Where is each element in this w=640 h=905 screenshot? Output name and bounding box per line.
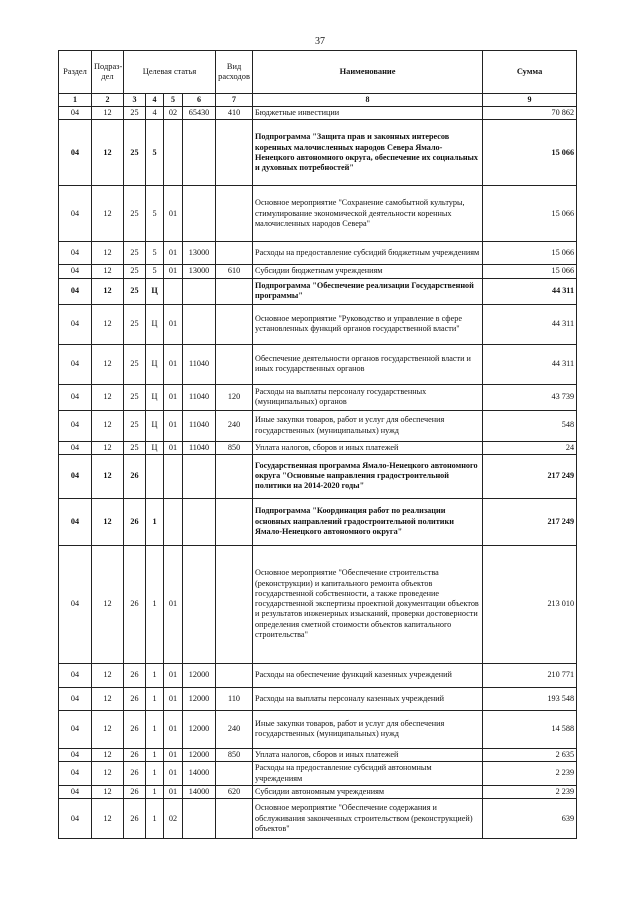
sum-cell: 217 249 <box>483 498 577 545</box>
target-d-cell: 12000 <box>183 748 216 761</box>
target-a-cell: 25 <box>124 278 146 304</box>
razdel-cell: 04 <box>59 384 92 410</box>
podrazdel-cell: 12 <box>92 242 124 265</box>
target-c-cell: 02 <box>164 799 183 839</box>
target-a-cell: 26 <box>124 748 146 761</box>
target-b-cell <box>146 454 164 498</box>
vid-cell <box>216 454 253 498</box>
sum-cell: 15 066 <box>483 186 577 242</box>
target-c-cell: 01 <box>164 265 183 278</box>
vid-cell <box>216 344 253 384</box>
table-row <box>59 498 577 545</box>
target-b-cell: 1 <box>146 687 164 710</box>
target-a-cell: 26 <box>124 687 146 710</box>
name-cell: Уплата налогов, сборов и иных платежей <box>253 748 483 761</box>
razdel-cell: 04 <box>59 107 92 120</box>
podrazdel-cell: 12 <box>92 799 124 839</box>
column-index-row <box>59 94 577 107</box>
name-cell: Расходы на выплаты персоналу государственных (муниципальных) органов <box>253 384 483 410</box>
sum-cell: 213 010 <box>483 545 577 663</box>
razdel-cell: 04 <box>59 545 92 663</box>
target-b-cell: Ц <box>146 441 164 454</box>
table-row <box>59 384 577 410</box>
column-index-cell: 4 <box>146 94 164 107</box>
podrazdel-cell: 12 <box>92 454 124 498</box>
podrazdel-cell: 12 <box>92 107 124 120</box>
target-d-cell: 11040 <box>183 441 216 454</box>
header-name: Наименование <box>253 51 483 94</box>
header-target: Целевая статья <box>124 51 216 94</box>
target-d-cell: 14000 <box>183 786 216 799</box>
vid-cell <box>216 304 253 344</box>
sum-cell: 193 548 <box>483 687 577 710</box>
target-b-cell: Ц <box>146 384 164 410</box>
vid-cell: 850 <box>216 748 253 761</box>
target-a-cell: 25 <box>124 441 146 454</box>
sum-cell: 15 066 <box>483 120 577 186</box>
target-a-cell: 25 <box>124 265 146 278</box>
sum-cell: 639 <box>483 799 577 839</box>
target-a-cell: 26 <box>124 786 146 799</box>
table-row <box>59 242 577 265</box>
target-d-cell <box>183 454 216 498</box>
table-row <box>59 186 577 242</box>
name-cell: Государственная программа Ямало-Ненецкого автономного округа "Основные направления градостроительной политики на 2014-2020 годы" <box>253 454 483 498</box>
target-b-cell: 5 <box>146 242 164 265</box>
table-row <box>59 304 577 344</box>
target-a-cell: 26 <box>124 454 146 498</box>
target-c-cell <box>164 120 183 186</box>
table-row <box>59 786 577 799</box>
podrazdel-cell: 12 <box>92 710 124 748</box>
target-a-cell: 26 <box>124 663 146 687</box>
razdel-cell: 04 <box>59 710 92 748</box>
target-b-cell: Ц <box>146 344 164 384</box>
target-b-cell: 5 <box>146 265 164 278</box>
header-sum: Сумма <box>483 51 577 94</box>
vid-cell <box>216 799 253 839</box>
target-c-cell: 01 <box>164 663 183 687</box>
target-b-cell: 1 <box>146 710 164 748</box>
sum-cell: 44 311 <box>483 304 577 344</box>
target-a-cell: 25 <box>124 410 146 441</box>
sum-cell: 24 <box>483 441 577 454</box>
header-vid: Вид расходов <box>216 51 253 94</box>
target-b-cell: 1 <box>146 748 164 761</box>
razdel-cell: 04 <box>59 687 92 710</box>
target-c-cell: 01 <box>164 710 183 748</box>
table-row <box>59 454 577 498</box>
target-a-cell: 25 <box>124 107 146 120</box>
target-d-cell <box>183 186 216 242</box>
razdel-cell: 04 <box>59 454 92 498</box>
table-row <box>59 410 577 441</box>
vid-cell: 240 <box>216 710 253 748</box>
razdel-cell: 04 <box>59 441 92 454</box>
target-d-cell <box>183 498 216 545</box>
sum-cell: 2 635 <box>483 748 577 761</box>
sum-cell: 548 <box>483 410 577 441</box>
target-c-cell: 01 <box>164 762 183 786</box>
razdel-cell: 04 <box>59 799 92 839</box>
target-a-cell: 26 <box>124 799 146 839</box>
sum-cell: 217 249 <box>483 454 577 498</box>
podrazdel-cell: 12 <box>92 545 124 663</box>
target-d-cell: 11040 <box>183 384 216 410</box>
razdel-cell: 04 <box>59 120 92 186</box>
sum-cell: 70 862 <box>483 107 577 120</box>
column-index-cell: 1 <box>59 94 92 107</box>
vid-cell: 410 <box>216 107 253 120</box>
target-d-cell <box>183 304 216 344</box>
table-row <box>59 748 577 761</box>
target-b-cell: Ц <box>146 278 164 304</box>
target-d-cell: 13000 <box>183 265 216 278</box>
target-c-cell: 01 <box>164 441 183 454</box>
target-d-cell <box>183 799 216 839</box>
podrazdel-cell: 12 <box>92 498 124 545</box>
budget-table <box>58 50 577 839</box>
podrazdel-cell: 12 <box>92 748 124 761</box>
name-cell: Расходы на выплаты персоналу казенных учреждений <box>253 687 483 710</box>
name-cell: Подпрограмма "Защита прав и законных интересов коренных малочисленных народов Севера Ямало-Ненецкого автономного округа, обеспечение их социальных и духовных потребностей" <box>253 120 483 186</box>
target-c-cell: 01 <box>164 748 183 761</box>
sum-cell: 44 311 <box>483 344 577 384</box>
razdel-cell: 04 <box>59 663 92 687</box>
vid-cell: 850 <box>216 441 253 454</box>
column-index-cell: 9 <box>483 94 577 107</box>
target-c-cell: 01 <box>164 545 183 663</box>
target-b-cell: 1 <box>146 545 164 663</box>
table-row <box>59 265 577 278</box>
name-cell: Бюджетные инвестиции <box>253 107 483 120</box>
header-row <box>59 51 577 94</box>
target-a-cell: 25 <box>124 384 146 410</box>
name-cell: Основное мероприятие "Сохранение самобытной культуры, стимулирование экономической деятельности коренных малочисленных народов Севера" <box>253 186 483 242</box>
target-b-cell: 4 <box>146 107 164 120</box>
column-index-cell: 2 <box>92 94 124 107</box>
target-a-cell: 25 <box>124 304 146 344</box>
vid-cell <box>216 120 253 186</box>
target-b-cell: Ц <box>146 410 164 441</box>
sum-cell: 14 588 <box>483 710 577 748</box>
razdel-cell: 04 <box>59 748 92 761</box>
table-row <box>59 545 577 663</box>
razdel-cell: 04 <box>59 304 92 344</box>
sum-cell: 43 739 <box>483 384 577 410</box>
target-b-cell: 5 <box>146 186 164 242</box>
vid-cell <box>216 762 253 786</box>
target-b-cell: 5 <box>146 120 164 186</box>
razdel-cell: 04 <box>59 344 92 384</box>
target-b-cell: 1 <box>146 498 164 545</box>
sum-cell: 44 311 <box>483 278 577 304</box>
target-b-cell: 1 <box>146 786 164 799</box>
vid-cell: 120 <box>216 384 253 410</box>
podrazdel-cell: 12 <box>92 344 124 384</box>
razdel-cell: 04 <box>59 265 92 278</box>
name-cell: Расходы на предоставление субсидий автономным учреждениям <box>253 762 483 786</box>
target-d-cell: 11040 <box>183 410 216 441</box>
razdel-cell: 04 <box>59 242 92 265</box>
target-d-cell: 65430 <box>183 107 216 120</box>
table-body <box>59 107 577 839</box>
sum-cell: 2 239 <box>483 786 577 799</box>
razdel-cell: 04 <box>59 186 92 242</box>
target-d-cell <box>183 278 216 304</box>
podrazdel-cell: 12 <box>92 441 124 454</box>
target-a-cell: 25 <box>124 120 146 186</box>
table-row <box>59 799 577 839</box>
podrazdel-cell: 12 <box>92 384 124 410</box>
target-c-cell <box>164 498 183 545</box>
podrazdel-cell: 12 <box>92 304 124 344</box>
target-d-cell: 12000 <box>183 710 216 748</box>
target-b-cell: Ц <box>146 304 164 344</box>
podrazdel-cell: 12 <box>92 120 124 186</box>
target-a-cell: 26 <box>124 762 146 786</box>
target-d-cell: 14000 <box>183 762 216 786</box>
name-cell: Иные закупки товаров, работ и услуг для обеспечения государственных (муниципальных) нужд <box>253 710 483 748</box>
target-a-cell: 26 <box>124 545 146 663</box>
name-cell: Расходы на обеспечение функций казенных учреждений <box>253 663 483 687</box>
target-c-cell: 01 <box>164 344 183 384</box>
table-row <box>59 663 577 687</box>
vid-cell: 620 <box>216 786 253 799</box>
podrazdel-cell: 12 <box>92 687 124 710</box>
target-a-cell: 26 <box>124 710 146 748</box>
name-cell: Иные закупки товаров, работ и услуг для обеспечения государственных (муниципальных) нужд <box>253 410 483 441</box>
target-c-cell <box>164 278 183 304</box>
name-cell: Основное мероприятие "Обеспечение строительства (реконструкции) и капитального ремонта объектов государственной собственности, а также проведение государственной экспертизы проектной документации объектов и результатов инженерных изысканий, проверки достоверности определения сметной стоимости объектов капитального строительства" <box>253 545 483 663</box>
name-cell: Подпрограмма "Координация работ по реализации основных направлений градостроительной политики Ямало-Ненецкого автономного округа" <box>253 498 483 545</box>
target-a-cell: 25 <box>124 344 146 384</box>
column-index-cell: 6 <box>183 94 216 107</box>
razdel-cell: 04 <box>59 410 92 441</box>
target-b-cell: 1 <box>146 663 164 687</box>
target-b-cell: 1 <box>146 762 164 786</box>
table-row <box>59 278 577 304</box>
name-cell: Субсидии автономным учреждениям <box>253 786 483 799</box>
name-cell: Основное мероприятие "Обеспечение содержания и обслуживания законченных строительством (реконструкцией) объектов" <box>253 799 483 839</box>
name-cell: Расходы на предоставление субсидий бюджетным учреждениям <box>253 242 483 265</box>
column-index-cell: 3 <box>124 94 146 107</box>
column-index-cell: 7 <box>216 94 253 107</box>
razdel-cell: 04 <box>59 762 92 786</box>
table-row <box>59 710 577 748</box>
table-row <box>59 120 577 186</box>
header-podrazdel: Подраз- дел <box>92 51 124 94</box>
target-b-cell: 1 <box>146 799 164 839</box>
target-a-cell: 26 <box>124 498 146 545</box>
podrazdel-cell: 12 <box>92 186 124 242</box>
sum-cell: 15 066 <box>483 242 577 265</box>
podrazdel-cell: 12 <box>92 663 124 687</box>
vid-cell <box>216 545 253 663</box>
name-cell: Основное мероприятие "Руководство и управление в сфере установленных функций органов государственной власти" <box>253 304 483 344</box>
vid-cell <box>216 186 253 242</box>
podrazdel-cell: 12 <box>92 278 124 304</box>
target-d-cell: 12000 <box>183 663 216 687</box>
name-cell: Подпрограмма "Обеспечение реализации Государственной программы" <box>253 278 483 304</box>
name-cell: Обеспечение деятельности органов государственной власти и иных государственных органов <box>253 344 483 384</box>
podrazdel-cell: 12 <box>92 265 124 278</box>
sum-cell: 2 239 <box>483 762 577 786</box>
header-razdel: Раздел <box>59 51 92 94</box>
vid-cell <box>216 278 253 304</box>
target-d-cell: 13000 <box>183 242 216 265</box>
vid-cell <box>216 498 253 545</box>
table-row <box>59 762 577 786</box>
target-c-cell: 01 <box>164 687 183 710</box>
target-d-cell <box>183 545 216 663</box>
target-c-cell: 01 <box>164 786 183 799</box>
name-cell: Субсидии бюджетным учреждениям <box>253 265 483 278</box>
razdel-cell: 04 <box>59 786 92 799</box>
target-d-cell <box>183 120 216 186</box>
vid-cell: 240 <box>216 410 253 441</box>
target-c-cell <box>164 454 183 498</box>
razdel-cell: 04 <box>59 498 92 545</box>
table-row <box>59 441 577 454</box>
target-c-cell: 01 <box>164 410 183 441</box>
sum-cell: 210 771 <box>483 663 577 687</box>
column-index-cell: 5 <box>164 94 183 107</box>
table-row <box>59 107 577 120</box>
razdel-cell: 04 <box>59 278 92 304</box>
target-c-cell: 01 <box>164 186 183 242</box>
vid-cell <box>216 242 253 265</box>
podrazdel-cell: 12 <box>92 410 124 441</box>
target-c-cell: 02 <box>164 107 183 120</box>
sum-cell: 15 066 <box>483 265 577 278</box>
page-number: 37 <box>315 36 325 47</box>
target-c-cell: 01 <box>164 242 183 265</box>
target-c-cell: 01 <box>164 384 183 410</box>
target-a-cell: 25 <box>124 242 146 265</box>
vid-cell <box>216 663 253 687</box>
target-a-cell: 25 <box>124 186 146 242</box>
name-cell: Уплата налогов, сборов и иных платежей <box>253 441 483 454</box>
podrazdel-cell: 12 <box>92 786 124 799</box>
vid-cell: 110 <box>216 687 253 710</box>
column-index-cell: 8 <box>253 94 483 107</box>
target-d-cell: 11040 <box>183 344 216 384</box>
target-d-cell: 12000 <box>183 687 216 710</box>
table-row <box>59 344 577 384</box>
table-row <box>59 687 577 710</box>
podrazdel-cell: 12 <box>92 762 124 786</box>
target-c-cell: 01 <box>164 304 183 344</box>
vid-cell: 610 <box>216 265 253 278</box>
